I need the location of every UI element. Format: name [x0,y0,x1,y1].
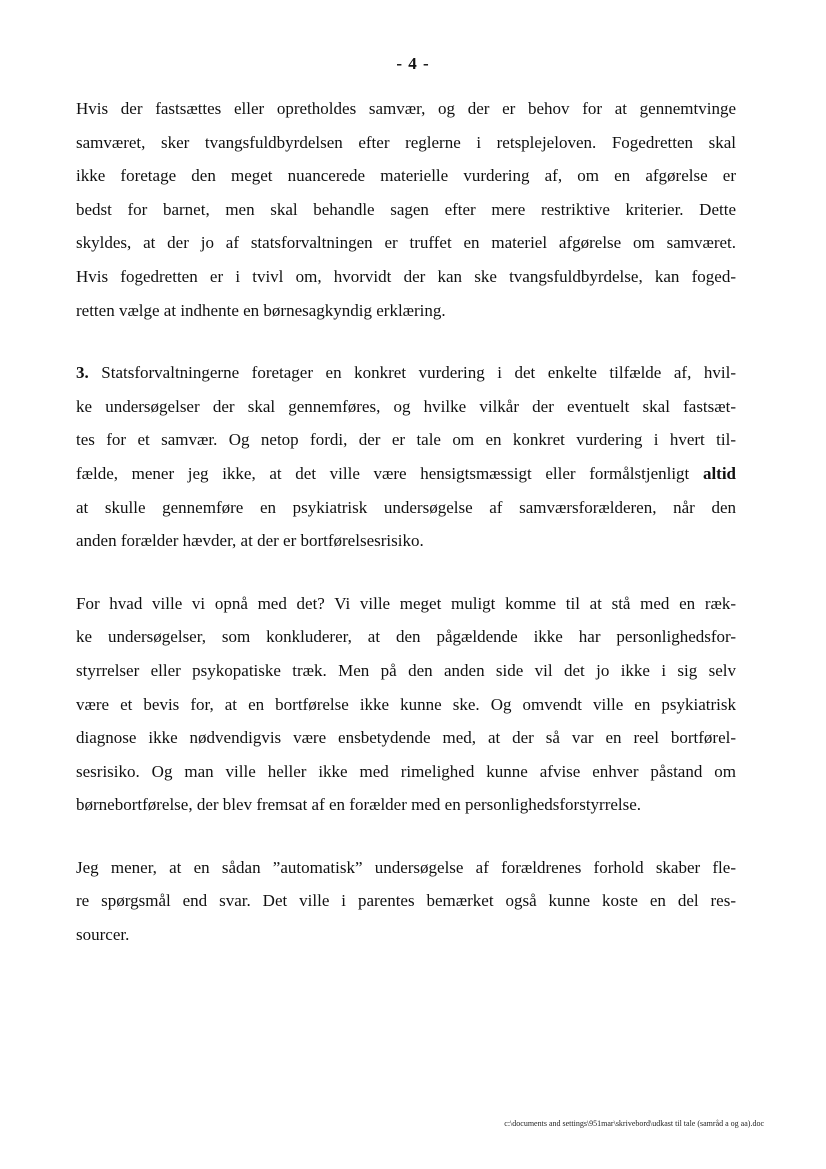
paragraph-line [76,457,736,491]
paragraph-line [76,356,736,390]
paragraph-line: tes for et samvær. Og netop fordi, der er tale om en konkret vurdering i hvert til- [76,430,736,450]
paragraph-line: bedst for barnet, men skal behandle sagen efter mere restriktive kriterier. Dette [76,199,736,219]
paragraph-line: For hvad ville vi opnå med det? Vi ville meget muligt komme til at stå med en ræk- [76,593,736,613]
paragraph-line: samværet, sker tvangsfuldbyrdelsen efter reglerne i retsplejeloven. Fogedretten skal [76,132,736,152]
paragraph-line: børnebortførelse, der blev fremsat af en forælder med en personlighedsforstyrrelse. [76,795,642,815]
page-number: - 4 - [396,54,430,73]
paragraph-1 [76,92,736,327]
paragraph-3 [76,587,736,822]
paragraph-line: styrrelser eller psykopatiske træk. Men på den anden side vil det jo ikke i sig selv [76,660,736,680]
paragraph-line: skyldes, at der jo af statsforvaltningen er truffet en materiel afgørelse om samværet. [76,233,736,253]
footer-file-path: c:\documents and settings\951mar\skrivebord\udkast til tale (samråd a og aa).doc [504,1119,764,1128]
paragraph-line: ke undersøgelser, som konkluderer, at den pågældende ikke har personlighedsfor- [76,627,736,647]
emphasis-altid: altid [702,463,736,483]
paragraph-line-text: Statsforvaltningerne foretager en konkret vurdering i det enkelte tilfælde af, hvil- [88,363,736,383]
paragraph-number: 3. [76,363,89,383]
paragraph-line-text: fælde, mener jeg ikke, at det ville være hensigtsmæssigt eller formålstjenligt [76,463,703,483]
paragraph-line: sesrisiko. Og man ville heller ikke med rimelighed kunne afvise enhver påstand om [76,761,736,781]
paragraph-line: være et bevis for, at en bortførelse ikke kunne ske. Og omvendt ville en psykiatrisk [76,694,736,714]
paragraph-line: diagnose ikke nødvendigvis være ensbetydende med, at der så var en reel bortførel- [76,728,736,748]
paragraph-line: Jeg mener, at en sådan ”automatisk” undersøgelse af forældrenes forhold skaber fle- [76,857,736,877]
paragraph-line: retten vælge at indhente en børnesagkyndig erklæring. [76,300,446,320]
paragraph-4 [76,851,736,952]
paragraph-line: anden forælder hævder, at der er bortførelsesrisiko. [76,531,424,551]
body-text [76,92,736,952]
paragraph-line: sourcer. [76,925,130,945]
paragraph-line: ikke foretage den meget nuancerede materielle vurdering af, om en afgørelse er [76,166,736,186]
paragraph-line: Hvis fogedretten er i tvivl om, hvorvidt der kan ske tvangsfuldbyrdelse, kan foged- [76,266,736,286]
paragraph-2 [76,356,736,558]
paragraph-line: at skulle gennemføre en psykiatrisk undersøgelse af samværsforælderen, når den [76,497,736,517]
paragraph-line: ke undersøgelser der skal gennemføres, og hvilke vilkår der eventuelt skal fastsæt- [76,396,736,416]
paragraph-line: re spørgsmål end svar. Det ville i parentes bemærket også kunne koste en del res- [76,891,736,911]
paragraph-line: Hvis der fastsættes eller opretholdes samvær, og der er behov for at gennemtvinge [76,99,736,118]
